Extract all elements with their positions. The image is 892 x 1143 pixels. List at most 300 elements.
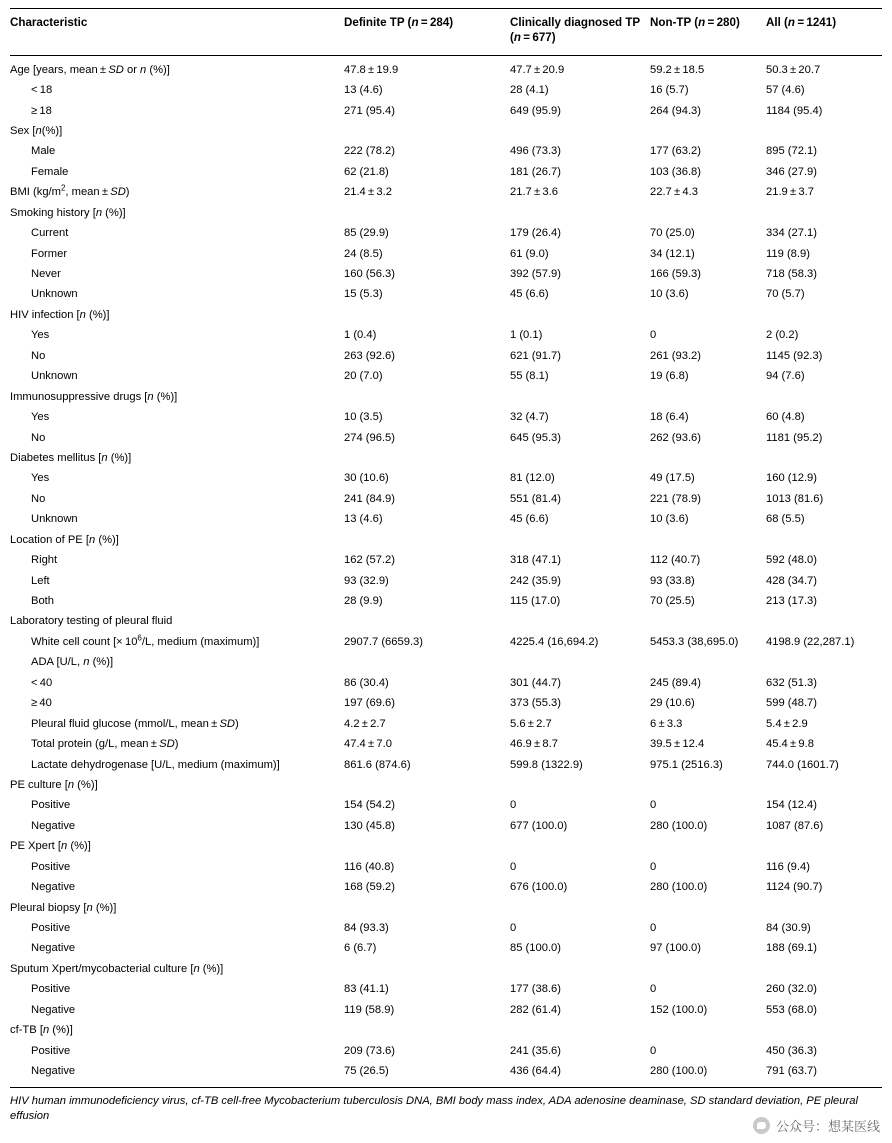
row-label: Right xyxy=(31,554,58,567)
row-value: 10 (3.6) xyxy=(650,288,689,301)
row-value: 861.6 (874.6) xyxy=(344,758,411,771)
row-value xyxy=(510,653,650,673)
table-row xyxy=(10,551,882,571)
row-value: 28 (4.1) xyxy=(510,84,549,97)
row-value: 551 (81.4) xyxy=(510,492,561,505)
characteristics-table xyxy=(10,8,882,1088)
table-row xyxy=(10,81,882,101)
row-value xyxy=(344,203,510,223)
row-value xyxy=(650,612,766,632)
row-label: BMI ($kg/m^2$, mean ± SD) xyxy=(10,183,130,199)
table-row xyxy=(10,183,882,203)
row-value: 428 (34.7) xyxy=(766,574,817,587)
table-row xyxy=(10,837,882,857)
table-row xyxy=(10,878,882,898)
row-value: 280 (100.0) xyxy=(650,1065,708,1078)
row-label: PE culture [n (%)] xyxy=(10,778,98,791)
table-row xyxy=(10,428,882,448)
row-value: 260 (32.0) xyxy=(766,983,817,996)
row-value: 553 (68.0) xyxy=(766,1003,817,1016)
row-value: 621 (91.7) xyxy=(510,349,561,362)
row-label: Yes xyxy=(31,472,50,485)
table-row xyxy=(10,244,882,264)
row-value: 0 xyxy=(650,983,657,996)
table-row xyxy=(10,735,882,755)
row-value: 1124 (90.7) xyxy=(766,881,823,894)
row-value: 154 (12.4) xyxy=(766,799,817,812)
row-value: 68 (5.5) xyxy=(766,513,805,526)
table-row xyxy=(10,367,882,387)
row-value: 19 (6.8) xyxy=(650,370,689,383)
row-value: 209 (73.6) xyxy=(344,1044,395,1057)
table-row xyxy=(10,346,882,366)
table-row xyxy=(10,694,882,714)
table-row xyxy=(10,857,882,877)
row-value: 718 (58.3) xyxy=(766,268,817,281)
row-label: Lactate dehydrogenase [U/L, medium (maximum)] xyxy=(31,758,280,771)
row-label: Yes xyxy=(31,329,50,342)
row-value: 1145 (92.3) xyxy=(766,349,823,362)
row-value: 599.8 (1322.9) xyxy=(510,758,583,771)
row-label: Unknown xyxy=(31,513,78,526)
row-value: 116 (40.8) xyxy=(344,860,395,873)
row-value: 21.4 ± 3.2 xyxy=(344,186,392,199)
row-value: 0 xyxy=(510,799,517,812)
row-value: 85 (100.0) xyxy=(510,942,561,955)
table-row xyxy=(10,224,882,244)
row-value: 649 (95.9) xyxy=(510,104,561,117)
row-value: 280 (100.0) xyxy=(650,881,708,894)
row-value xyxy=(766,530,882,550)
row-value: 86 (30.4) xyxy=(344,676,389,689)
row-label: Pleural fluid glucose (mmol/L, mean ± SD) xyxy=(31,717,239,730)
column-header-definite-tp: Definite TP (n = 284) xyxy=(344,9,510,56)
row-value: 599 (48.7) xyxy=(766,697,817,710)
row-value: 152 (100.0) xyxy=(650,1003,708,1016)
row-label: Positive xyxy=(31,860,71,873)
row-value: 10 (3.6) xyxy=(650,513,689,526)
row-value: 15 (5.3) xyxy=(344,288,383,301)
row-value xyxy=(766,776,882,796)
row-value: 29 (10.6) xyxy=(650,697,695,710)
row-value xyxy=(766,898,882,918)
row-label: Left xyxy=(31,574,50,587)
row-value xyxy=(510,776,650,796)
row-value: 59.2 ± 18.5 xyxy=(650,63,705,76)
table-row xyxy=(10,387,882,407)
row-value: 162 (57.2) xyxy=(344,554,395,567)
row-value xyxy=(766,387,882,407)
row-value xyxy=(510,203,650,223)
row-value: 94 (7.6) xyxy=(766,370,805,383)
row-label: Never xyxy=(31,268,61,281)
row-value: 34 (12.1) xyxy=(650,247,695,260)
table-row xyxy=(10,673,882,693)
row-value: 28 (9.9) xyxy=(344,595,383,608)
row-value: 70 (25.0) xyxy=(650,227,695,240)
row-value: 10 (3.5) xyxy=(344,411,383,424)
row-label: Pleural biopsy [n (%)] xyxy=(10,901,117,914)
row-value: 0 xyxy=(650,1044,657,1057)
row-value xyxy=(650,960,766,980)
row-label: Yes xyxy=(31,411,50,424)
row-value: 57 (4.6) xyxy=(766,84,805,97)
row-value: 791 (63.7) xyxy=(766,1065,817,1078)
row-value: 263 (92.6) xyxy=(344,349,395,362)
row-label: Unknown xyxy=(31,288,78,301)
row-label: No xyxy=(31,349,46,362)
row-value xyxy=(650,1021,766,1041)
row-value: 119 (8.9) xyxy=(766,247,810,260)
row-value: 13 (4.6) xyxy=(344,84,383,97)
table-row xyxy=(10,449,882,469)
row-value: 119 (58.9) xyxy=(344,1003,395,1016)
row-value: 116 (9.4) xyxy=(766,860,810,873)
table-row xyxy=(10,203,882,223)
row-label: No xyxy=(31,431,46,444)
row-value: 166 (59.3) xyxy=(650,268,701,281)
row-value xyxy=(766,449,882,469)
row-label: Both xyxy=(31,595,55,608)
row-value: 0 xyxy=(510,922,517,935)
row-value: 16 (5.7) xyxy=(650,84,689,97)
row-value: 744.0 (1601.7) xyxy=(766,758,839,771)
table-row xyxy=(10,612,882,632)
row-value: 346 (27.9) xyxy=(766,165,817,178)
row-value: 496 (73.3) xyxy=(510,145,561,158)
row-value xyxy=(510,612,650,632)
row-value: 84 (93.3) xyxy=(344,922,389,935)
row-value xyxy=(766,203,882,223)
row-value: 47.8 ± 19.9 xyxy=(344,63,399,76)
row-value: 154 (54.2) xyxy=(344,799,395,812)
row-value: 392 (57.9) xyxy=(510,268,561,281)
row-value: 168 (59.2) xyxy=(344,881,395,894)
row-value: 32 (4.7) xyxy=(510,411,549,424)
row-label: Negative xyxy=(31,819,76,832)
row-value: 1181 (95.2) xyxy=(766,431,823,444)
row-value xyxy=(510,898,650,918)
table-row xyxy=(10,939,882,959)
row-label: Location of PE [n (%)] xyxy=(10,533,119,546)
row-value: 262 (93.6) xyxy=(650,431,701,444)
row-value: 450 (36.3) xyxy=(766,1044,817,1057)
row-value: 18 (6.4) xyxy=(650,411,689,424)
row-value: 1087 (87.6) xyxy=(766,819,824,832)
row-value: 75 (26.5) xyxy=(344,1065,389,1078)
row-value: 5453.3 (38,695.0) xyxy=(650,635,739,648)
row-value: 280 (100.0) xyxy=(650,819,708,832)
row-value: 0 xyxy=(510,860,517,873)
row-value: 242 (35.9) xyxy=(510,574,561,587)
row-value: 97 (100.0) xyxy=(650,942,701,955)
row-value xyxy=(344,306,510,326)
row-value xyxy=(766,1021,882,1041)
column-header-characteristic: Characteristic xyxy=(10,9,344,56)
row-value: 93 (32.9) xyxy=(344,574,389,587)
row-value: 334 (27.1) xyxy=(766,227,817,240)
row-value xyxy=(510,449,650,469)
row-value xyxy=(650,530,766,550)
row-value: 177 (38.6) xyxy=(510,983,561,996)
table-row xyxy=(10,1021,882,1041)
row-value: 282 (61.4) xyxy=(510,1003,561,1016)
row-value: 179 (26.4) xyxy=(510,227,561,240)
row-label: No xyxy=(31,492,46,505)
row-value: 301 (44.7) xyxy=(510,676,561,689)
row-value: 318 (47.1) xyxy=(510,554,561,567)
table-row xyxy=(10,1041,882,1061)
row-value: 241 (84.9) xyxy=(344,492,395,505)
table-row xyxy=(10,980,882,1000)
table-row xyxy=(10,101,882,121)
row-label: Negative xyxy=(31,881,76,894)
row-value xyxy=(510,306,650,326)
row-label: Diabetes mellitus [n (%)] xyxy=(10,451,132,464)
row-value xyxy=(510,837,650,857)
row-label: White cell count [× $10^6/L$, medium (maximum)] xyxy=(31,633,260,648)
row-value: 112 (40.7) xyxy=(650,554,701,567)
row-value: 61 (9.0) xyxy=(510,247,549,260)
row-value xyxy=(344,1021,510,1041)
row-value xyxy=(344,653,510,673)
row-value xyxy=(510,387,650,407)
row-value: 160 (12.9) xyxy=(766,472,817,485)
row-label: ADA [U/L, n (%)] xyxy=(31,656,114,669)
row-value xyxy=(766,122,882,142)
row-label: Immunosuppressive drugs [n (%)] xyxy=(10,390,178,403)
row-value: 1013 (81.6) xyxy=(766,492,824,505)
table-row xyxy=(10,55,882,81)
table-row xyxy=(10,489,882,509)
row-value: 2 (0.2) xyxy=(766,329,799,342)
row-value: 45 (6.6) xyxy=(510,513,549,526)
row-value: 4198.9 (22,287.1) xyxy=(766,635,855,648)
table-footnote: HIV human immunodeficiency virus, cf-TB cell-free Mycobacterium tuberculosis DNA, BMI body mass index, ADA adenosine deaminase, SD standard deviation, PE pleural effusion xyxy=(10,1094,858,1123)
row-value xyxy=(344,612,510,632)
table-row xyxy=(10,960,882,980)
row-label: Positive xyxy=(31,799,71,812)
row-value xyxy=(344,776,510,796)
table-row xyxy=(10,142,882,162)
row-label: Male xyxy=(31,145,56,158)
row-value: 373 (55.3) xyxy=(510,697,561,710)
table-row xyxy=(10,776,882,796)
row-value: 221 (78.9) xyxy=(650,492,701,505)
row-value xyxy=(766,612,882,632)
row-value: 197 (69.6) xyxy=(344,697,395,710)
row-value: 677 (100.0) xyxy=(510,819,568,832)
row-value: 21.7 ± 3.6 xyxy=(510,186,558,199)
row-value: 20 (7.0) xyxy=(344,370,383,383)
row-value: 632 (51.3) xyxy=(766,676,817,689)
row-value: 274 (96.5) xyxy=(344,431,395,444)
row-value: 130 (45.8) xyxy=(344,819,395,832)
row-value: 5.6 ± 2.7 xyxy=(510,717,552,730)
table-row xyxy=(10,469,882,489)
table-row xyxy=(10,306,882,326)
row-value xyxy=(650,306,766,326)
row-value xyxy=(650,837,766,857)
row-value: 84 (30.9) xyxy=(766,922,811,935)
row-value: 0 xyxy=(650,922,657,935)
row-value: 70 (5.7) xyxy=(766,288,805,301)
row-value xyxy=(344,837,510,857)
row-value: 213 (17.3) xyxy=(766,595,817,608)
row-value: 47.4 ± 7.0 xyxy=(344,738,392,751)
row-value: 188 (69.1) xyxy=(766,942,817,955)
table-row xyxy=(10,714,882,734)
row-value: 115 (17.0) xyxy=(510,595,561,608)
row-value xyxy=(766,306,882,326)
row-value: 975.1 (2516.3) xyxy=(650,758,723,771)
row-label: ≥ 40 xyxy=(31,697,52,710)
row-label: < 18 xyxy=(31,84,53,97)
row-value xyxy=(650,387,766,407)
row-value: 6 ± 3.3 xyxy=(650,717,683,730)
row-value xyxy=(344,530,510,550)
table-row xyxy=(10,265,882,285)
row-value: 177 (63.2) xyxy=(650,145,701,158)
row-value: 47.7 ± 20.9 xyxy=(510,63,565,76)
row-value xyxy=(766,960,882,980)
row-value: 264 (94.3) xyxy=(650,104,701,117)
row-value xyxy=(510,960,650,980)
row-value: 222 (78.2) xyxy=(344,145,395,158)
row-value: 676 (100.0) xyxy=(510,881,568,894)
row-value: 4225.4 (16,694.2) xyxy=(510,635,599,648)
row-label: Age [years, mean ± SD or n (%)] xyxy=(10,63,170,76)
table-row xyxy=(10,653,882,673)
row-value xyxy=(344,449,510,469)
row-label: Former xyxy=(31,247,68,260)
row-value: 261 (93.2) xyxy=(650,349,701,362)
row-value: 55 (8.1) xyxy=(510,370,549,383)
table-row xyxy=(10,326,882,346)
row-value: 6 (6.7) xyxy=(344,942,377,955)
row-value: 49 (17.5) xyxy=(650,472,695,485)
row-label: Female xyxy=(31,165,69,178)
table-body xyxy=(10,55,882,1087)
column-header-clinically-diagnosed-tp: Clinically diagnosed TP (n = 677) xyxy=(510,9,650,56)
row-label: ≥ 18 xyxy=(31,104,52,117)
table-row xyxy=(10,755,882,775)
row-value: 271 (95.4) xyxy=(344,104,395,117)
row-value: 103 (36.8) xyxy=(650,165,701,178)
table-row xyxy=(10,122,882,142)
row-label: Negative xyxy=(31,942,76,955)
row-value: 83 (41.1) xyxy=(344,983,389,996)
row-label: Total protein (g/L, mean ± SD) xyxy=(31,738,179,751)
table-row xyxy=(10,796,882,816)
table-header xyxy=(10,9,882,56)
row-value: 160 (56.3) xyxy=(344,268,395,281)
row-value xyxy=(650,203,766,223)
row-value xyxy=(650,122,766,142)
row-value xyxy=(344,898,510,918)
row-value: 592 (48.0) xyxy=(766,554,817,567)
row-value: 81 (12.0) xyxy=(510,472,555,485)
row-value: 645 (95.3) xyxy=(510,431,561,444)
table-row xyxy=(10,1062,882,1088)
row-value: 30 (10.6) xyxy=(344,472,389,485)
row-value: 4.2 ± 2.7 xyxy=(344,717,386,730)
row-value xyxy=(510,122,650,142)
row-value: 70 (25.5) xyxy=(650,595,695,608)
table-row xyxy=(10,919,882,939)
row-label: Sex [n(%)] xyxy=(10,124,63,137)
row-value: 24 (8.5) xyxy=(344,247,383,260)
table-row xyxy=(10,530,882,550)
row-value: 1 (0.4) xyxy=(344,329,377,342)
table-row xyxy=(10,592,882,612)
row-value: 436 (64.4) xyxy=(510,1065,561,1078)
row-label: PE Xpert [n (%)] xyxy=(10,840,91,853)
table-row xyxy=(10,408,882,428)
row-label: Laboratory testing of pleural fluid xyxy=(10,615,173,628)
column-header-non-tp: Non-TP (n = 280) xyxy=(650,9,766,56)
row-value: 45.4 ± 9.8 xyxy=(766,738,814,751)
row-value: 50.3 ± 20.7 xyxy=(766,63,821,76)
row-value: 2907.7 (6659.3) xyxy=(344,635,423,648)
row-value xyxy=(650,653,766,673)
row-label: HIV infection [n (%)] xyxy=(10,308,110,321)
row-label: Sputum Xpert/mycobacterial culture [n (%)] xyxy=(10,962,224,975)
row-value: 895 (72.1) xyxy=(766,145,817,158)
row-label: cf-TB [n (%)] xyxy=(10,1024,73,1037)
row-value: 0 xyxy=(650,799,657,812)
row-value: 241 (35.6) xyxy=(510,1044,561,1057)
row-value xyxy=(766,653,882,673)
table-row xyxy=(10,162,882,182)
row-value: 60 (4.8) xyxy=(766,411,805,424)
row-label: < 40 xyxy=(31,676,53,689)
row-value xyxy=(344,387,510,407)
row-value xyxy=(766,837,882,857)
row-value xyxy=(650,449,766,469)
row-value: 0 xyxy=(650,329,657,342)
row-value: 13 (4.6) xyxy=(344,513,383,526)
row-label: Negative xyxy=(31,1003,76,1016)
row-value xyxy=(650,898,766,918)
row-value xyxy=(650,776,766,796)
table-row xyxy=(10,510,882,530)
row-label: Positive xyxy=(31,1044,71,1057)
row-label: Current xyxy=(31,227,69,240)
column-header-all: All (n = 1241) xyxy=(766,9,882,56)
row-label: Unknown xyxy=(31,370,78,383)
row-value: 5.4 ± 2.9 xyxy=(766,717,808,730)
table-row xyxy=(10,633,882,653)
row-value: 21.9 ± 3.7 xyxy=(766,186,814,199)
row-value: 62 (21.8) xyxy=(344,165,389,178)
row-value: 245 (89.4) xyxy=(650,676,701,689)
watermark-label: 公众号：想某医线 xyxy=(775,1119,880,1134)
watermark xyxy=(753,1116,880,1135)
row-value: 1184 (95.4) xyxy=(766,104,823,117)
table-row xyxy=(10,816,882,836)
wechat-logo-icon xyxy=(753,1117,770,1134)
row-value: 93 (33.8) xyxy=(650,574,695,587)
row-value: 39.5 ± 12.4 xyxy=(650,738,705,751)
row-label: Negative xyxy=(31,1065,76,1078)
table-row xyxy=(10,898,882,918)
table-row xyxy=(10,571,882,591)
table-row xyxy=(10,1000,882,1020)
row-value xyxy=(510,1021,650,1041)
row-value: 46.9 ± 8.7 xyxy=(510,738,558,751)
row-value xyxy=(344,122,510,142)
